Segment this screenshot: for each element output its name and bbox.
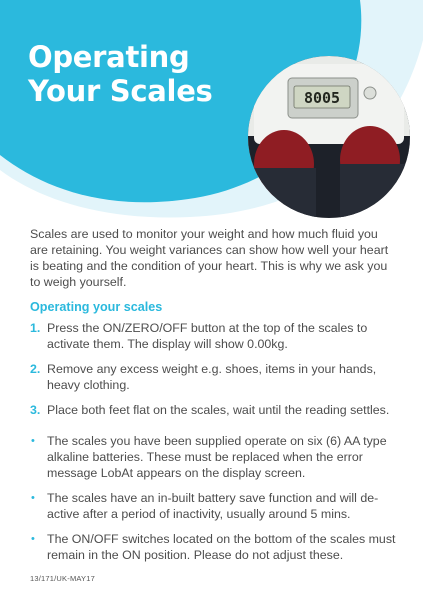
bullet-dot-icon: • <box>31 435 35 447</box>
step-number: 2. <box>30 362 41 376</box>
title-line-2: Your Scales <box>28 74 213 108</box>
bullet-list <box>30 433 398 572</box>
bullet-dot-icon: • <box>31 492 35 504</box>
scales-photo <box>248 56 410 218</box>
scale-display-reading: 8005 <box>303 89 341 107</box>
step-number: 3. <box>30 403 41 417</box>
scales-illustration <box>248 56 410 218</box>
bullet-item <box>30 433 398 481</box>
bullet-text: The scales you have been supplied operate on six (6) AA type alkaline batteries. These must be replaced when the error message LobAt appears on the display screen. <box>47 434 387 480</box>
step-item <box>30 361 398 393</box>
step-text: Remove any excess weight e.g. shoes, items in your hands, heavy clothing. <box>47 362 377 392</box>
step-text: Press the ON/ZERO/OFF button at the top of the scales to activate them. The display will show 0.00kg. <box>47 321 368 351</box>
section-heading: Operating your scales <box>30 300 163 314</box>
bullet-text: The scales have an in-built battery save function and will de-active after a period of inactivity, usually around 5 mins. <box>47 491 379 521</box>
page-title <box>28 40 213 108</box>
step-item <box>30 402 398 418</box>
step-text: Place both feet flat on the scales, wait until the reading settles. <box>47 403 390 417</box>
bullet-text: The ON/OFF switches located on the bottom of the scales must remain in the ON position. Please do not adjust these. <box>47 532 396 562</box>
step-number: 1. <box>30 321 41 335</box>
intro-paragraph: Scales are used to monitor your weight and how much fluid you are retaining. You weight variances can show how well your heart is beating and the condition of your heart. This is why we ask you to weigh yourself. <box>30 227 389 289</box>
bullet-item <box>30 531 398 563</box>
step-item <box>30 320 398 352</box>
steps-list <box>30 320 398 427</box>
bullet-item <box>30 490 398 522</box>
title-line-1: Operating <box>28 40 190 74</box>
document-code: 13/171/UK-MAY17 <box>30 574 95 583</box>
bullet-dot-icon: • <box>31 533 35 545</box>
